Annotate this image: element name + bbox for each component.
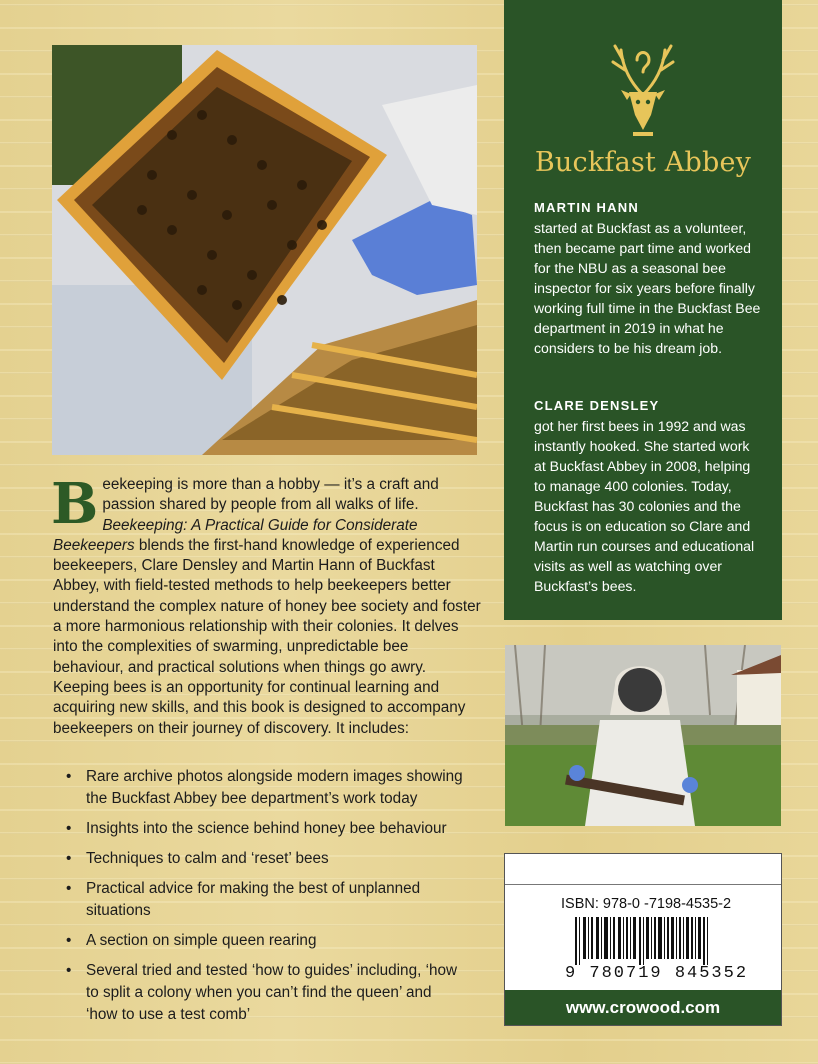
beekeeper-illustration: [505, 645, 781, 826]
bio-clare-densley: [534, 396, 764, 596]
list-item: • Rare archive photos alongside modern images showing the Buckfast Abbey bee department’s work today: [66, 766, 466, 810]
list-item: • Techniques to calm and ‘reset’ bees: [66, 848, 466, 870]
blurb-intro: eekeeping is more than a hobby — it’s a craft and passion shared by people from all walks of life.: [102, 476, 439, 514]
bee-frame-illustration: [52, 45, 477, 455]
blurb-body: blends the first-hand knowledge of experienced beekeepers, Clare Densley and Martin Hann of Buckfast Abbey, with field-tested methods to help beekeepers better understand the complex nature of honey bee society and foster a more harmonious relationship with their colonies. It delves into the complexities of swarming, unpredictable bee behaviour, and practical solutions when things go awry. Keeping bees is an opportunity for continual learning and acquiring new skills, and this book is designed to accompany beekeepers on their journey of discovery. It includes:: [53, 536, 481, 737]
drop-cap: B: [51, 471, 99, 537]
divider: [505, 884, 781, 885]
barcode-icon: [575, 917, 715, 965]
features-list: [66, 766, 466, 1034]
list-item: • Several tried and tested ‘how to guides’ including, ‘how to split a colony when you can’t find the queen’ and ‘how to use a test comb’: [66, 960, 466, 1026]
barcode-number: 9 780719 845352: [565, 964, 749, 983]
list-item: • A section on simple queen rearing: [66, 930, 466, 952]
list-item: • Insights into the science behind honey bee behaviour: [66, 818, 466, 840]
bio-text: got her first bees in 1992 and was instantly hooked. She started work at Buckfast Abbey in 2008, helping to manage 400 colonies. Today, Buckfast has 30 colonies and the focus is on education so Clare and Martin run courses and educational visits as well as watching over Buckfast’s bees.: [534, 418, 755, 594]
barcode-block: [504, 853, 782, 1026]
book-blurb: [51, 471, 483, 739]
beekeeper-photo: [505, 645, 781, 826]
logo-name: Buckfast Abbey: [534, 147, 752, 178]
stag-icon: [603, 40, 683, 140]
bee-frame-photo: [52, 45, 477, 455]
publisher-website[interactable]: www.crowood.com: [505, 990, 781, 1025]
bio-name: MARTIN HANN: [534, 200, 639, 215]
book-title: Beekeeping: A Practical Guide for Considerate Beekeepers: [53, 516, 418, 554]
buckfast-abbey-logo: [504, 40, 782, 178]
isbn-label: ISBN: 978-0 -7198-4535-2: [561, 896, 732, 912]
bio-text: started at Buckfast as a volunteer, then became part time and worked for the NBU as a seasonal bee inspector for six years before finally working full time in the Buckfast Bee department in 2019 in what he considers to be his dream job.: [534, 220, 761, 356]
bio-name: CLARE DENSLEY: [534, 398, 660, 413]
bio-martin-hann: [534, 198, 764, 358]
author-panel: [504, 0, 782, 620]
list-item: • Practical advice for making the best of unplanned situations: [66, 878, 466, 922]
